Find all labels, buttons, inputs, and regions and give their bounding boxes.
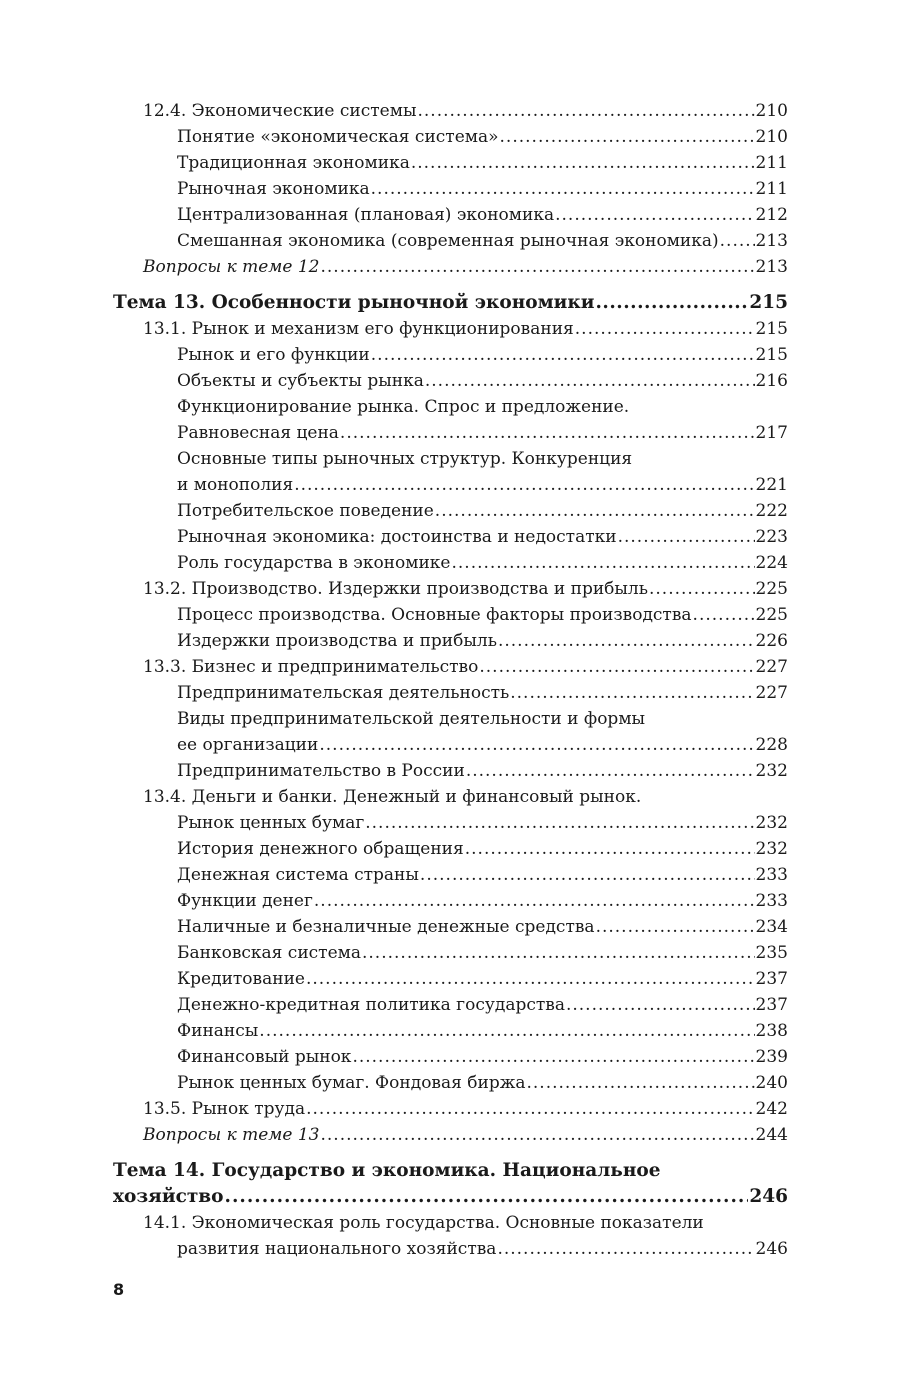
toc-subentry (113, 394, 788, 446)
dot-leader (498, 628, 755, 654)
toc-questions-12 (113, 254, 788, 280)
dot-leader (595, 290, 748, 316)
toc-entry-page: 246 (749, 1186, 788, 1207)
toc-subentry (113, 836, 788, 862)
toc-subentry (113, 1044, 788, 1070)
dot-leader (596, 914, 755, 940)
toc-entry-page: 215 (755, 345, 788, 365)
toc-entry-page: 237 (755, 995, 788, 1015)
toc-entry-title: Потребительское поведение (177, 501, 434, 521)
toc-entry-title: Рыночная экономика: достоинства и недостатки (177, 527, 617, 547)
toc-entry-page: 210 (755, 101, 788, 121)
toc-entry-page: 227 (755, 683, 788, 703)
toc-entry-title-line2: Равновесная цена (177, 423, 339, 443)
toc-entry-page: 222 (755, 501, 788, 521)
dot-leader (555, 202, 754, 228)
toc-entry-title: Вопросы к теме 13 (143, 1125, 320, 1145)
toc-subentry (113, 940, 788, 966)
dot-leader (479, 654, 754, 680)
toc-entry-page: 225 (755, 605, 788, 625)
toc-entry-title-line1: 14.1. Экономическая роль государства. Основные показатели (143, 1213, 704, 1233)
toc-subentry (113, 524, 788, 550)
toc-entry-12-4 (113, 98, 788, 124)
toc-theme-title-line1: Тема 14. Государство и экономика. Национальное (113, 1160, 661, 1181)
toc-subentry (113, 992, 788, 1018)
toc-theme-13 (113, 290, 788, 316)
toc-entry-page: 223 (755, 527, 788, 547)
toc-entry-title-line2: и монополия (177, 475, 294, 495)
toc-subentry (113, 1070, 788, 1096)
toc-entry-title: Наличные и безналичные денежные средства (177, 917, 595, 937)
toc-theme-title: Тема 13. Особенности рыночной экономики (113, 292, 595, 313)
toc-entry-page: 244 (755, 1125, 788, 1145)
toc-entry-title: Традиционная экономика (177, 153, 410, 173)
toc-entry-title: 13.1. Рынок и механизм его функционирования (143, 319, 574, 339)
toc-entry-page: 232 (755, 813, 788, 833)
toc-entry-page: 215 (755, 319, 788, 339)
toc-entry-title: 13.5. Рынок труда (143, 1099, 306, 1119)
toc-entry-title: Вопросы к теме 12 (143, 257, 320, 277)
dot-leader (225, 1184, 749, 1210)
toc-entry-title: Финансовый рынок (177, 1047, 352, 1067)
toc-subentry (113, 498, 788, 524)
toc-entry-page: 210 (755, 127, 788, 147)
dot-leader (575, 316, 755, 342)
toc-entry-title: 12.4. Экономические системы (143, 101, 417, 121)
toc-subentry (113, 1018, 788, 1044)
toc-subentry (113, 680, 788, 706)
toc-subentry (113, 124, 788, 150)
toc-subentry (113, 862, 788, 888)
toc-entry-title: Денежная система страны (177, 865, 419, 885)
toc-entry-title: Кредитование (177, 969, 305, 989)
toc-entry-title: 13.3. Бизнес и предпринимательство (143, 657, 479, 677)
toc-entry-page: 235 (755, 943, 788, 963)
toc-entry-page: 211 (755, 179, 788, 199)
toc-entry-13-5 (113, 1096, 788, 1122)
toc-entry-page: 217 (755, 423, 788, 443)
toc-entry-page: 238 (755, 1021, 788, 1041)
toc-entry-page: 239 (755, 1047, 788, 1067)
toc-entry-14-1 (113, 1210, 788, 1262)
toc-entry-title: Издержки производства и прибыль (177, 631, 497, 651)
dot-leader (435, 498, 755, 524)
dot-leader (352, 1044, 754, 1070)
toc-entry-title: 13.2. Производство. Издержки производства и прибыль (143, 579, 648, 599)
toc-entry-page: 212 (755, 205, 788, 225)
toc-entry-continuation (143, 810, 788, 836)
toc-entry-title: Процесс производства. Основные факторы производства (177, 605, 692, 625)
dot-leader (500, 124, 755, 150)
toc-theme-title-line2: хозяйство (113, 1186, 224, 1207)
dot-leader (319, 732, 754, 758)
toc-entry-page: 242 (755, 1099, 788, 1119)
table-of-contents (113, 98, 788, 1262)
toc-entry-title: Понятие «экономическая система» (177, 127, 499, 147)
toc-entry-page: 228 (755, 735, 788, 755)
toc-entry-title-line2: развития национального хозяйства (177, 1239, 497, 1259)
toc-subentry (113, 706, 788, 758)
toc-entry-title: Смешанная экономика (современная рыночная экономика) (177, 231, 719, 251)
toc-entry-page: 232 (755, 839, 788, 859)
dot-leader (465, 836, 755, 862)
dot-leader (451, 550, 754, 576)
toc-subentry (113, 446, 788, 498)
toc-subentry (113, 888, 788, 914)
toc-entry-page: 233 (755, 891, 788, 911)
toc-entry-title: Рыночная экономика (177, 179, 370, 199)
dot-leader (371, 176, 755, 202)
toc-entry-page: 240 (755, 1073, 788, 1093)
toc-entry-page: 213 (755, 231, 788, 251)
toc-entry-title: Рынок и его функции (177, 345, 370, 365)
dot-leader (649, 576, 755, 602)
toc-subentry (113, 914, 788, 940)
toc-entry-page: 237 (755, 969, 788, 989)
toc-subentry (113, 228, 788, 254)
toc-entry-title: Централизованная (плановая) экономика (177, 205, 555, 225)
toc-subentry (113, 202, 788, 228)
toc-subentry (113, 602, 788, 628)
toc-entry-13-4 (113, 784, 788, 836)
toc-entry-page: 216 (755, 371, 788, 391)
dot-leader (720, 228, 755, 254)
toc-entry-page: 225 (755, 579, 788, 599)
toc-entry-title: Рынок ценных бумаг. Фондовая биржа (177, 1073, 526, 1093)
toc-entry-page: 221 (755, 475, 788, 495)
page-number: 8 (113, 1280, 125, 1299)
toc-entry-continuation (143, 1236, 788, 1262)
toc-theme-14 (113, 1158, 788, 1210)
toc-entry-page: 213 (755, 257, 788, 277)
toc-entry-title-line1: 13.4. Деньги и банки. Денежный и финансовый рынок. (143, 787, 642, 807)
toc-entry-page: 234 (755, 917, 788, 937)
toc-subentry (113, 368, 788, 394)
toc-entry-continuation (177, 420, 788, 446)
dot-leader (371, 342, 755, 368)
toc-entry-page: 232 (755, 761, 788, 781)
toc-entry-13-1 (113, 316, 788, 342)
toc-entry-page: 211 (755, 153, 788, 173)
toc-subentry (113, 758, 788, 784)
toc-entry-title: Предпринимательская деятельность (177, 683, 510, 703)
toc-entry-title-line2: ее организации (177, 735, 319, 755)
dot-leader (526, 1070, 754, 1096)
toc-entry-continuation (177, 472, 788, 498)
toc-entry-title-line1: Основные типы рыночных структур. Конкуренция (177, 449, 633, 469)
toc-entry-page: 224 (755, 553, 788, 573)
dot-leader (510, 680, 754, 706)
toc-entry-page: 233 (755, 865, 788, 885)
toc-questions-13 (113, 1122, 788, 1148)
dot-leader (425, 368, 755, 394)
toc-entry-page: 215 (749, 292, 788, 313)
toc-entry-title: Объекты и субъекты рынка (177, 371, 424, 391)
dot-leader (321, 1122, 755, 1148)
dot-leader (306, 1096, 754, 1122)
toc-entry-title: Банковская система (177, 943, 361, 963)
toc-entry-page: 226 (755, 631, 788, 651)
toc-subentry (113, 966, 788, 992)
toc-entry-continuation (113, 1184, 788, 1210)
dot-leader (340, 420, 755, 446)
toc-entry-title-line2: Рынок ценных бумаг (177, 813, 365, 833)
toc-entry-title-line1: Функционирование рынка. Спрос и предложение. (177, 397, 630, 417)
dot-leader (365, 810, 754, 836)
toc-subentry (113, 628, 788, 654)
toc-entry-title: Предпринимательство в России (177, 761, 465, 781)
dot-leader (411, 150, 755, 176)
dot-leader (417, 98, 754, 124)
dot-leader (314, 888, 755, 914)
toc-entry-title: Денежно-кредитная политика государства (177, 995, 565, 1015)
toc-subentry (113, 176, 788, 202)
dot-leader (566, 992, 755, 1018)
toc-subentry (113, 150, 788, 176)
toc-entry-title: Финансы (177, 1021, 259, 1041)
toc-subentry (113, 550, 788, 576)
dot-leader (466, 758, 755, 784)
dot-leader (497, 1236, 754, 1262)
toc-entry-page: 246 (755, 1239, 788, 1259)
toc-entry-13-2 (113, 576, 788, 602)
toc-entry-title: Функции денег (177, 891, 313, 911)
toc-entry-continuation (177, 732, 788, 758)
toc-subentry (113, 342, 788, 368)
dot-leader (294, 472, 754, 498)
dot-leader (306, 966, 755, 992)
toc-entry-13-3 (113, 654, 788, 680)
dot-leader (693, 602, 755, 628)
toc-entry-title: Роль государства в экономике (177, 553, 451, 573)
dot-leader (259, 1018, 754, 1044)
dot-leader (618, 524, 755, 550)
dot-leader (362, 940, 755, 966)
toc-entry-title: История денежного обращения (177, 839, 464, 859)
dot-leader (420, 862, 755, 888)
dot-leader (321, 254, 755, 280)
toc-entry-page: 227 (755, 657, 788, 677)
toc-entry-title-line1: Виды предпринимательской деятельности и формы (177, 709, 646, 729)
